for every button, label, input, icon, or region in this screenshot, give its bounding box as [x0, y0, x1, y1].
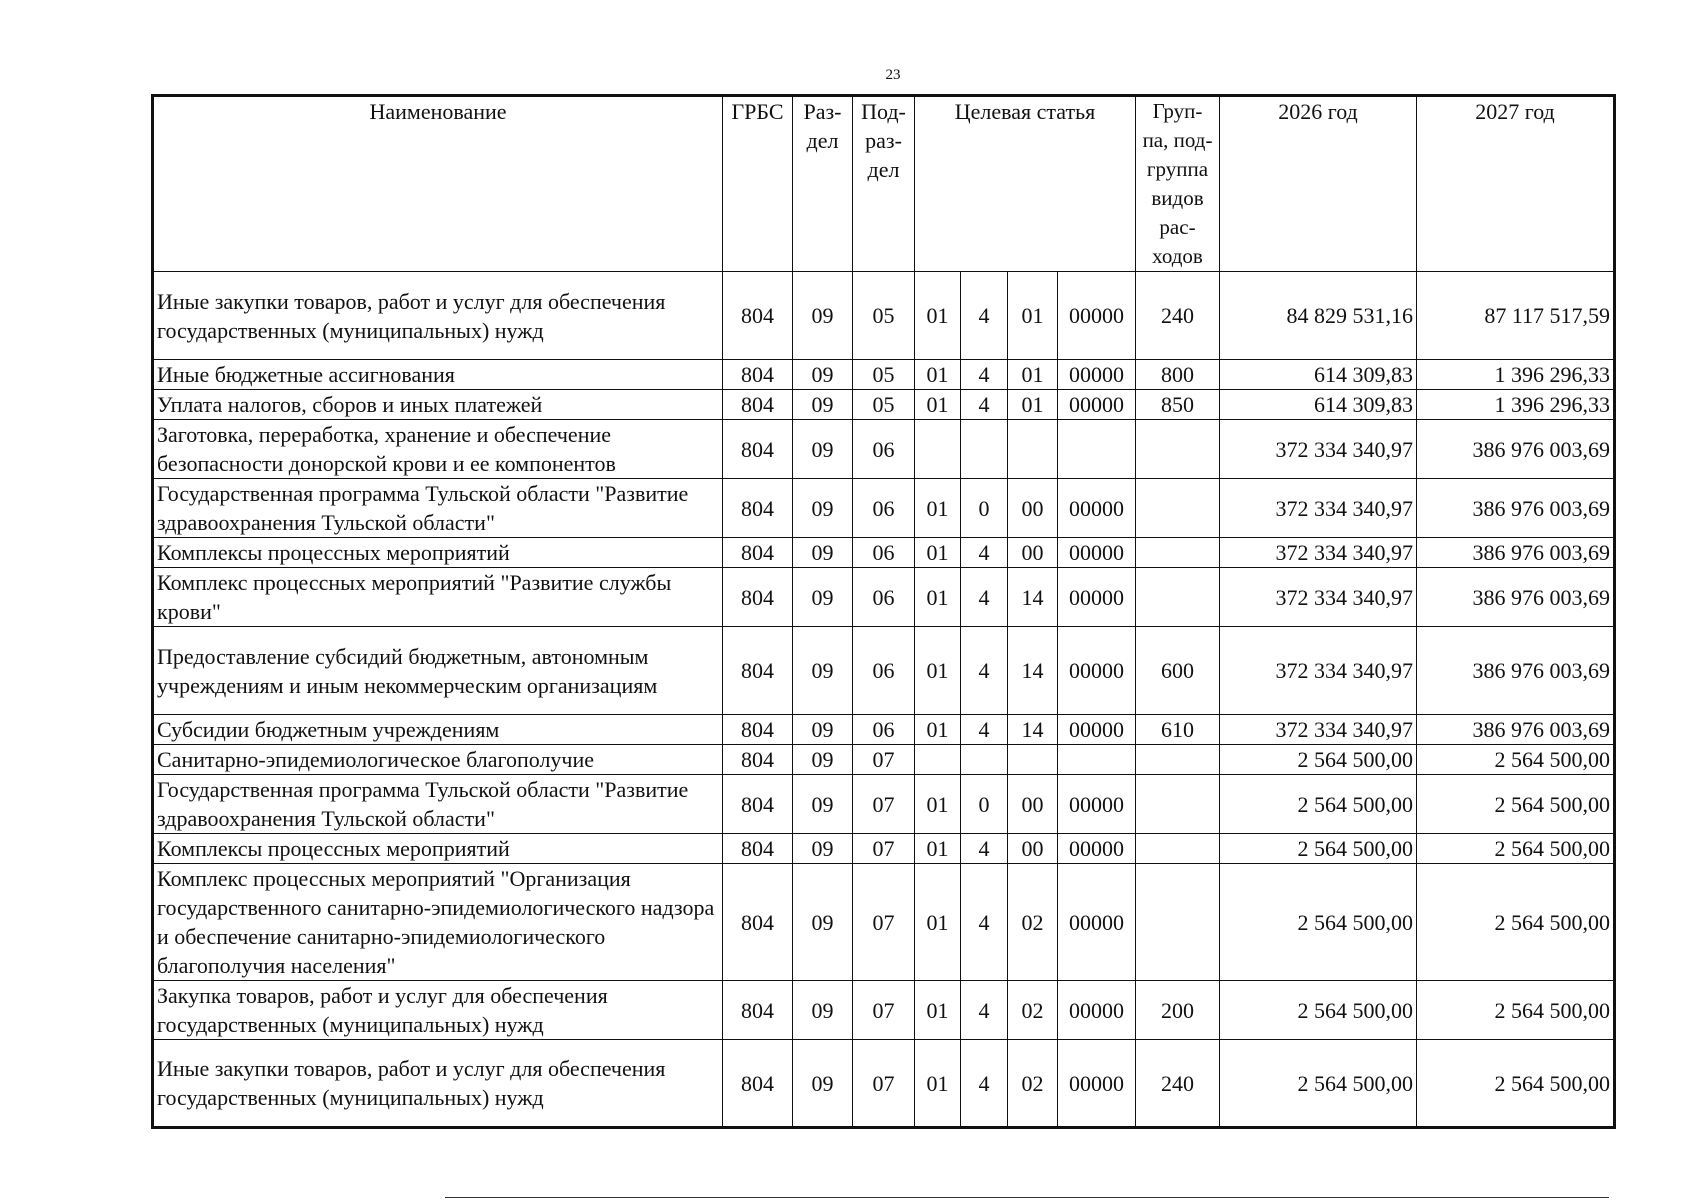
row-target-type: 4 — [961, 538, 1008, 568]
row-target-program: 01 — [915, 538, 961, 568]
table-row — [153, 420, 1615, 479]
row-target-element: 01 — [1008, 360, 1058, 390]
row-target-direction: 00000 — [1058, 864, 1136, 981]
row-target-program: 01 — [915, 1040, 961, 1128]
row-target-element: 02 — [1008, 981, 1058, 1040]
row-target-direction: 00000 — [1058, 568, 1136, 627]
table-header-row — [153, 96, 1615, 272]
row-expense-group — [1136, 775, 1220, 834]
row-target-type: 4 — [961, 568, 1008, 627]
row-target-element: 01 — [1008, 390, 1058, 420]
row-amount-2026: 2 564 500,00 — [1220, 834, 1417, 864]
row-name: Комплексы процессных мероприятий — [153, 834, 723, 864]
row-target-direction: 00000 — [1058, 627, 1136, 715]
row-target-element: 00 — [1008, 479, 1058, 538]
row-amount-2026: 84 829 531,16 — [1220, 272, 1417, 360]
row-grbs: 804 — [723, 479, 793, 538]
row-amount-2027: 2 564 500,00 — [1417, 864, 1615, 981]
row-podrazdel: 07 — [853, 745, 915, 775]
row-target-type: 0 — [961, 479, 1008, 538]
row-target-type: 4 — [961, 1040, 1008, 1128]
row-name: Субсидии бюджетным учреждениям — [153, 715, 723, 745]
row-podrazdel: 06 — [853, 420, 915, 479]
row-target-type: 0 — [961, 775, 1008, 834]
row-amount-2026: 2 564 500,00 — [1220, 864, 1417, 981]
row-target-direction: 00000 — [1058, 360, 1136, 390]
table-row — [153, 479, 1615, 538]
row-grbs: 804 — [723, 745, 793, 775]
row-podrazdel: 06 — [853, 538, 915, 568]
row-amount-2026: 2 564 500,00 — [1220, 775, 1417, 834]
row-expense-group: 610 — [1136, 715, 1220, 745]
row-podrazdel: 06 — [853, 568, 915, 627]
row-grbs: 804 — [723, 538, 793, 568]
row-target-program: 01 — [915, 360, 961, 390]
header-expense-group: Груп- па, под- группа видов рас- ходов — [1136, 96, 1220, 272]
row-target-program: 01 — [915, 981, 961, 1040]
row-expense-group — [1136, 864, 1220, 981]
row-amount-2027: 1 396 296,33 — [1417, 390, 1615, 420]
header-grbs: ГРБС — [723, 96, 793, 272]
row-expense-group: 240 — [1136, 1040, 1220, 1128]
row-grbs: 804 — [723, 568, 793, 627]
row-target-direction: 00000 — [1058, 981, 1136, 1040]
row-target-element: 00 — [1008, 775, 1058, 834]
row-amount-2026: 2 564 500,00 — [1220, 1040, 1417, 1128]
row-podrazdel: 05 — [853, 390, 915, 420]
row-name: Государственная программа Тульской области "Развитие здравоохранения Тульской области" — [153, 479, 723, 538]
row-name: Комплексы процессных мероприятий — [153, 538, 723, 568]
row-target-type: 4 — [961, 360, 1008, 390]
table-row — [153, 834, 1615, 864]
row-razdel: 09 — [793, 864, 853, 981]
row-target-program: 01 — [915, 568, 961, 627]
row-expense-group — [1136, 568, 1220, 627]
row-grbs: 804 — [723, 390, 793, 420]
row-amount-2026: 372 334 340,97 — [1220, 538, 1417, 568]
table-row — [153, 981, 1615, 1040]
row-expense-group — [1136, 479, 1220, 538]
row-podrazdel: 05 — [853, 272, 915, 360]
row-target-program: 01 — [915, 390, 961, 420]
row-target-direction: 00000 — [1058, 775, 1136, 834]
row-podrazdel: 06 — [853, 479, 915, 538]
row-grbs: 804 — [723, 864, 793, 981]
row-razdel: 09 — [793, 420, 853, 479]
table-row — [153, 715, 1615, 745]
row-target-direction — [1058, 420, 1136, 479]
row-podrazdel: 07 — [853, 981, 915, 1040]
row-target-element: 14 — [1008, 627, 1058, 715]
row-target-type: 4 — [961, 627, 1008, 715]
row-grbs: 804 — [723, 775, 793, 834]
row-expense-group: 600 — [1136, 627, 1220, 715]
row-target-element — [1008, 745, 1058, 775]
row-amount-2027: 386 976 003,69 — [1417, 420, 1615, 479]
row-expense-group — [1136, 538, 1220, 568]
row-razdel: 09 — [793, 360, 853, 390]
row-razdel: 09 — [793, 834, 853, 864]
row-target-type — [961, 420, 1008, 479]
header-name: Наименование — [153, 96, 723, 272]
row-amount-2027: 2 564 500,00 — [1417, 981, 1615, 1040]
row-amount-2027: 386 976 003,69 — [1417, 715, 1615, 745]
row-target-type: 4 — [961, 864, 1008, 981]
row-amount-2026: 372 334 340,97 — [1220, 420, 1417, 479]
row-target-element: 14 — [1008, 568, 1058, 627]
row-expense-group: 240 — [1136, 272, 1220, 360]
row-amount-2027: 386 976 003,69 — [1417, 568, 1615, 627]
row-target-direction: 00000 — [1058, 390, 1136, 420]
row-amount-2027: 2 564 500,00 — [1417, 775, 1615, 834]
row-razdel: 09 — [793, 1040, 853, 1128]
row-target-element: 00 — [1008, 834, 1058, 864]
row-amount-2027: 1 396 296,33 — [1417, 360, 1615, 390]
table-row — [153, 627, 1615, 715]
row-amount-2027: 2 564 500,00 — [1417, 745, 1615, 775]
row-razdel: 09 — [793, 745, 853, 775]
row-podrazdel: 07 — [853, 864, 915, 981]
row-grbs: 804 — [723, 272, 793, 360]
row-name: Государственная программа Тульской области "Развитие здравоохранения Тульской области" — [153, 775, 723, 834]
row-target-direction: 00000 — [1058, 834, 1136, 864]
row-podrazdel: 06 — [853, 715, 915, 745]
row-amount-2026: 372 334 340,97 — [1220, 479, 1417, 538]
row-target-direction: 00000 — [1058, 479, 1136, 538]
row-target-direction: 00000 — [1058, 715, 1136, 745]
row-target-element: 01 — [1008, 272, 1058, 360]
row-expense-group — [1136, 745, 1220, 775]
row-amount-2027: 386 976 003,69 — [1417, 538, 1615, 568]
row-target-type: 4 — [961, 981, 1008, 1040]
row-amount-2026: 2 564 500,00 — [1220, 745, 1417, 775]
row-expense-group: 200 — [1136, 981, 1220, 1040]
table-row — [153, 745, 1615, 775]
row-target-program: 01 — [915, 864, 961, 981]
row-expense-group — [1136, 420, 1220, 479]
row-podrazdel: 06 — [853, 627, 915, 715]
table-row — [153, 1040, 1615, 1128]
row-amount-2026: 372 334 340,97 — [1220, 627, 1417, 715]
table-row — [153, 390, 1615, 420]
table-row — [153, 538, 1615, 568]
budget-table — [151, 94, 1616, 1129]
row-target-type: 4 — [961, 834, 1008, 864]
row-name: Иные бюджетные ассигнования — [153, 360, 723, 390]
row-target-program: 01 — [915, 272, 961, 360]
row-grbs: 804 — [723, 420, 793, 479]
header-podrazdel: Под- раз- дел — [853, 96, 915, 272]
row-amount-2027: 386 976 003,69 — [1417, 479, 1615, 538]
row-razdel: 09 — [793, 390, 853, 420]
row-podrazdel: 05 — [853, 360, 915, 390]
row-expense-group: 800 — [1136, 360, 1220, 390]
row-amount-2026: 614 309,83 — [1220, 390, 1417, 420]
row-target-program: 01 — [915, 715, 961, 745]
header-year-2027: 2027 год — [1417, 96, 1615, 272]
row-grbs: 804 — [723, 1040, 793, 1128]
row-target-program: 01 — [915, 775, 961, 834]
header-year-2026: 2026 год — [1220, 96, 1417, 272]
row-target-direction: 00000 — [1058, 538, 1136, 568]
row-target-element: 00 — [1008, 538, 1058, 568]
row-podrazdel: 07 — [853, 834, 915, 864]
row-expense-group: 850 — [1136, 390, 1220, 420]
row-razdel: 09 — [793, 568, 853, 627]
table-body — [153, 272, 1615, 1128]
row-amount-2026: 372 334 340,97 — [1220, 715, 1417, 745]
page-number: 23 — [885, 67, 901, 83]
row-target-type: 4 — [961, 715, 1008, 745]
row-target-direction — [1058, 745, 1136, 775]
row-razdel: 09 — [793, 775, 853, 834]
row-target-element: 02 — [1008, 864, 1058, 981]
row-amount-2026: 614 309,83 — [1220, 360, 1417, 390]
row-grbs: 804 — [723, 715, 793, 745]
footer-divider — [445, 1197, 1609, 1198]
row-name: Санитарно-эпидемиологическое благополучие — [153, 745, 723, 775]
row-target-type — [961, 745, 1008, 775]
row-expense-group — [1136, 834, 1220, 864]
row-razdel: 09 — [793, 981, 853, 1040]
row-razdel: 09 — [793, 627, 853, 715]
row-name: Комплекс процессных мероприятий "Развитие службы крови" — [153, 568, 723, 627]
table-row — [153, 864, 1615, 981]
row-name: Закупка товаров, работ и услуг для обеспечения государственных (муниципальных) нужд — [153, 981, 723, 1040]
row-target-element — [1008, 420, 1058, 479]
row-target-direction: 00000 — [1058, 1040, 1136, 1128]
row-razdel: 09 — [793, 538, 853, 568]
row-amount-2026: 2 564 500,00 — [1220, 981, 1417, 1040]
row-amount-2027: 386 976 003,69 — [1417, 627, 1615, 715]
row-name: Иные закупки товаров, работ и услуг для обеспечения государственных (муниципальных) нужд — [153, 272, 723, 360]
row-razdel: 09 — [793, 715, 853, 745]
table-row — [153, 568, 1615, 627]
row-target-program — [915, 420, 961, 479]
row-amount-2027: 2 564 500,00 — [1417, 834, 1615, 864]
table-row — [153, 272, 1615, 360]
row-target-element: 02 — [1008, 1040, 1058, 1128]
row-target-type: 4 — [961, 390, 1008, 420]
row-grbs: 804 — [723, 627, 793, 715]
table-row — [153, 775, 1615, 834]
row-name: Предоставление субсидий бюджетным, автономным учреждениям и иным некоммерческим организациям — [153, 627, 723, 715]
row-grbs: 804 — [723, 981, 793, 1040]
row-razdel: 09 — [793, 479, 853, 538]
header-razdel: Раз- дел — [793, 96, 853, 272]
row-target-type: 4 — [961, 272, 1008, 360]
row-amount-2027: 2 564 500,00 — [1417, 1040, 1615, 1128]
row-podrazdel: 07 — [853, 775, 915, 834]
row-target-program — [915, 745, 961, 775]
row-target-direction: 00000 — [1058, 272, 1136, 360]
row-name: Комплекс процессных мероприятий "Организация государственного санитарно-эпидемиологического надзора и обеспечение санитарно-эпидемиологического благополучия населения" — [153, 864, 723, 981]
row-grbs: 804 — [723, 834, 793, 864]
row-razdel: 09 — [793, 272, 853, 360]
row-name: Уплата налогов, сборов и иных платежей — [153, 390, 723, 420]
row-amount-2026: 372 334 340,97 — [1220, 568, 1417, 627]
row-target-program: 01 — [915, 479, 961, 538]
row-name: Иные закупки товаров, работ и услуг для обеспечения государственных (муниципальных) нужд — [153, 1040, 723, 1128]
row-amount-2027: 87 117 517,59 — [1417, 272, 1615, 360]
row-target-element: 14 — [1008, 715, 1058, 745]
row-podrazdel: 07 — [853, 1040, 915, 1128]
row-target-program: 01 — [915, 627, 961, 715]
table-row — [153, 360, 1615, 390]
row-name: Заготовка, переработка, хранение и обеспечение безопасности донорской крови и ее компонентов — [153, 420, 723, 479]
row-grbs: 804 — [723, 360, 793, 390]
header-target-article: Целевая статья — [915, 96, 1136, 272]
row-target-program: 01 — [915, 834, 961, 864]
